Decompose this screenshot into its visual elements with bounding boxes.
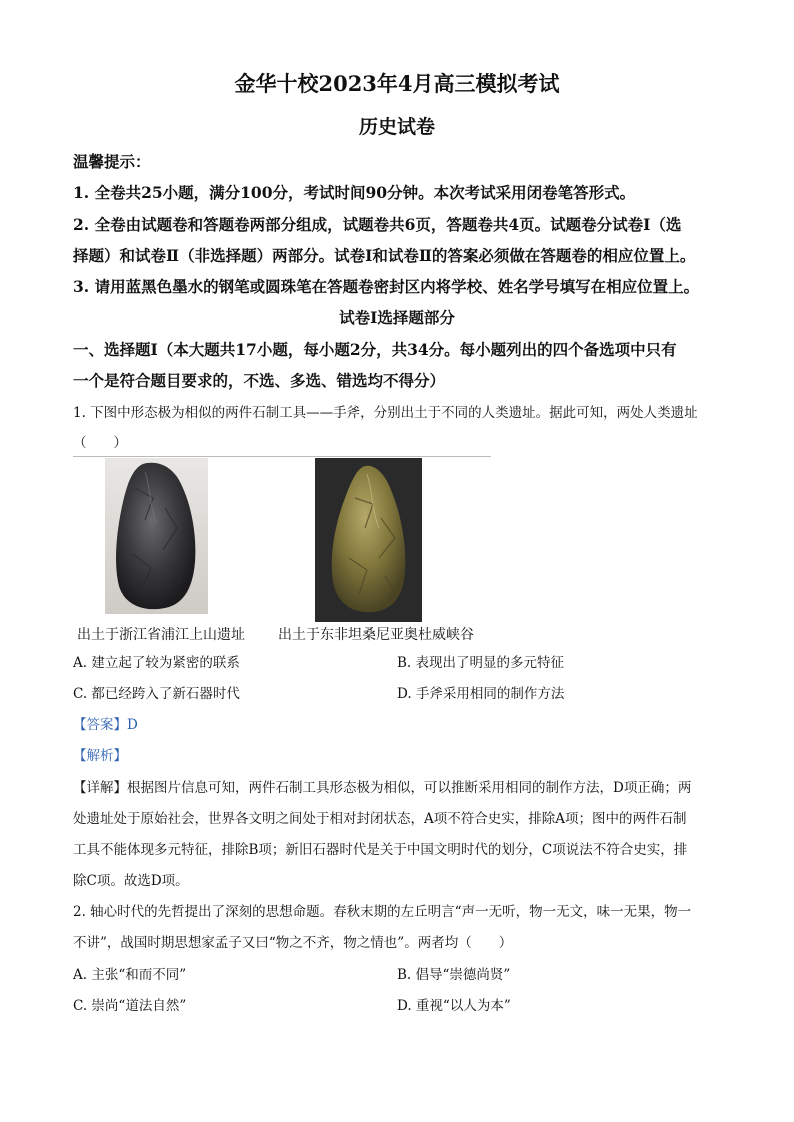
exam-title: 金华十校2023年4月高三模拟考试 xyxy=(234,71,560,96)
q1-detail: 除C项。故选D项。 xyxy=(73,873,189,889)
part1-title: 试卷Ⅰ选择题部分 xyxy=(339,308,455,327)
notice-heading: 温馨提示： xyxy=(73,152,151,171)
q1-stem: 1. 下图中形态极为相似的两件石制工具——手斧，分别出土于不同的人类遗址。据此可知，两处人类遗址 xyxy=(73,405,698,421)
q1-option-a: A. 建立起了较为紧密的联系 xyxy=(73,655,240,671)
q2-option-c: C. 崇尚“道法自然” xyxy=(73,998,187,1014)
notice-line: 择题）和试卷Ⅱ（非选择题）两部分。试卷Ⅰ和试卷Ⅱ的答案必须做在答题卷的相应位置上。 xyxy=(73,246,696,265)
q1-option-b: B. 表现出了明显的多元特征 xyxy=(397,655,565,671)
section-instruction: 一个是符合题目要求的，不选、多选、错选均不得分） xyxy=(73,371,446,390)
hand-axe-photo-shangshan xyxy=(105,458,208,614)
q1-detail: 工具不能体现多元特征，排除B项；新旧石器时代是关于中国文明时代的划分，C项说法不符合史实，排 xyxy=(73,842,688,858)
figure-caption-left: 出土于浙江省浦江上山遗址 xyxy=(77,627,245,643)
q2-option-d: D. 重视“以人为本” xyxy=(397,998,511,1014)
q1-option-c: C. 都已经跨入了新石器时代 xyxy=(73,686,240,702)
q1-stem: （ ） xyxy=(73,435,127,451)
q1-option-d: D. 手斧采用相同的制作方法 xyxy=(397,686,565,702)
hand-axe-photo-olduvai xyxy=(315,458,422,622)
figure-caption-right: 出土于东非坦桑尼亚奥杜威峡谷 xyxy=(278,627,474,643)
q1-detail: 处遗址处于原始社会，世界各文明之间处于相对封闭状态，A项不符合史实，排除A项；图中的两件石制 xyxy=(73,811,687,827)
notice-line: 1. 全卷共25小题，满分100分，考试时间90分钟。本次考试采用闭卷笔答形式。 xyxy=(73,183,636,202)
figure-divider xyxy=(73,456,491,457)
q1-analysis-label: 【解析】 xyxy=(73,748,127,764)
q2-option-a: A. 主张“和而不同” xyxy=(73,967,187,983)
exam-subtitle: 历史试卷 xyxy=(358,116,435,138)
notice-line: 3. 请用蓝黑色墨水的钢笔或圆珠笔在答题卷密封区内将学校、姓名学号填写在相应位置上。 xyxy=(73,277,700,296)
section-instruction: 一、选择题Ⅰ（本大题共17小题，每小题2分，共34分。每小题列出的四个备选项中只有 xyxy=(73,340,677,359)
q1-answer: 【答案】D xyxy=(73,717,138,733)
q1-detail: 【详解】根据图片信息可知，两件石制工具形态极为相似，可以推断采用相同的制作方法，D项正确；两 xyxy=(73,780,692,796)
q2-stem: 不讲”，战国时期思想家孟子又曰“物之不齐，物之情也”。两者均（ ） xyxy=(73,935,513,951)
q2-option-b: B. 倡导“崇德尚贤” xyxy=(397,967,511,983)
q2-stem: 2. 轴心时代的先哲提出了深刻的思想命题。春秋末期的左丘明言“声一无听，物一无文，味一无果，物一 xyxy=(73,904,692,920)
notice-line: 2. 全卷由试题卷和答题卷两部分组成，试题卷共6页，答题卷共4页。试题卷分试卷Ⅰ（选 xyxy=(73,215,682,234)
